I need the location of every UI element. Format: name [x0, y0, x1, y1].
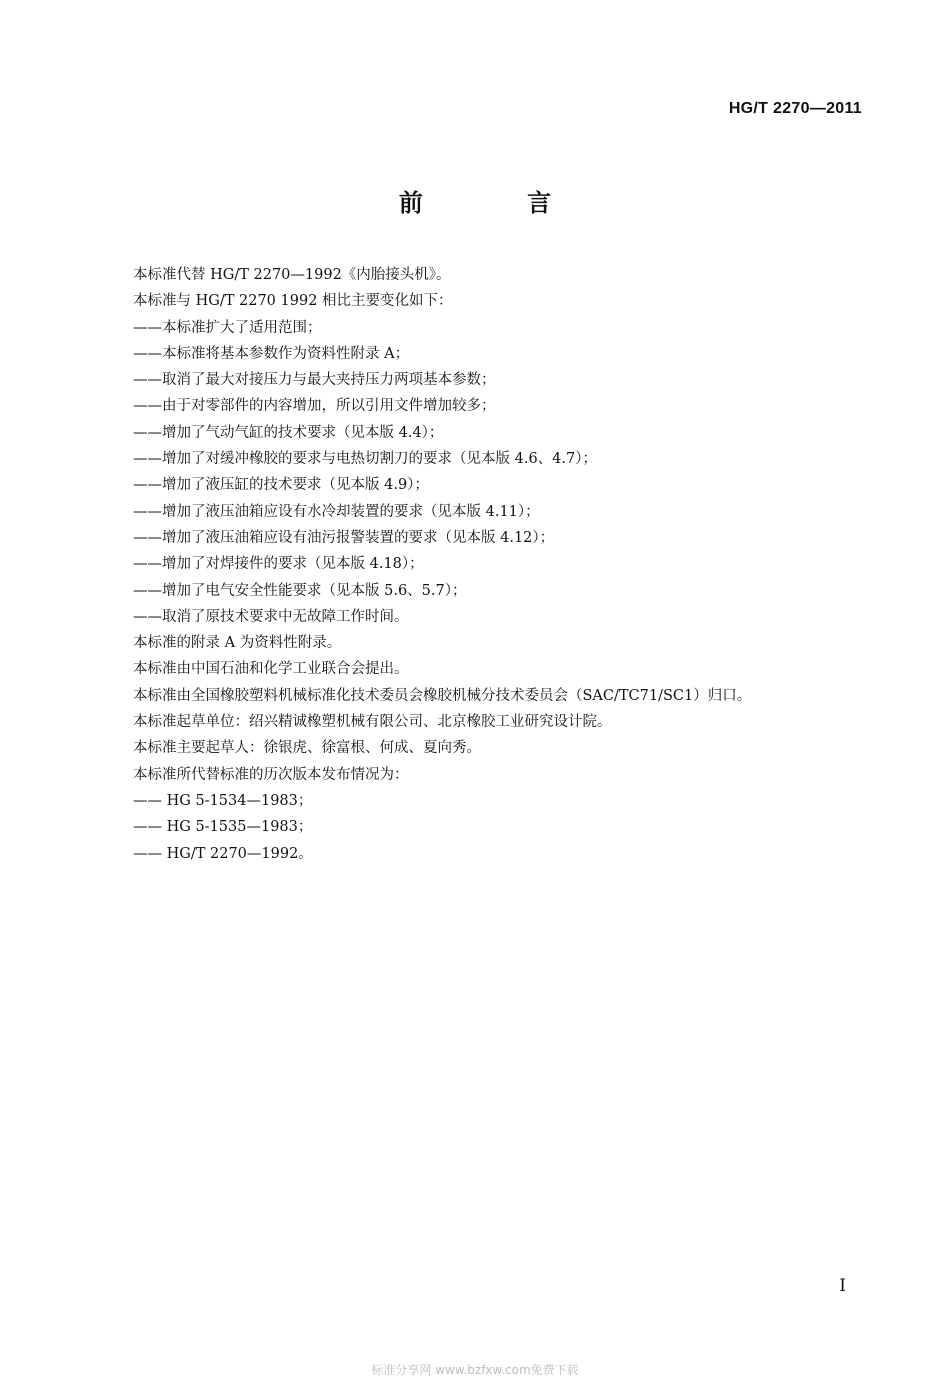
foreword-line: 本标准由中国石油和化学工业联合会提出。 [133, 661, 409, 678]
change-item: ——增加了对缓冲橡胶的要求与电热切割刀的要求（见本版 4.6、4.7）； [133, 451, 597, 468]
foreword-line: 本标准所代替标准的历次版本发布情况为： [133, 766, 409, 783]
change-item: ——增加了液压油箱应设有水冷却装置的要求（见本版 4.11）； [133, 503, 540, 520]
foreword-line: 本标准与 HG/T 2270 1992 相比主要变化如下： [133, 293, 453, 310]
change-item: ——增加了对焊接件的要求（见本版 4.18）； [133, 556, 424, 573]
change-item: ——取消了原技术要求中无故障工作时间。 [133, 608, 409, 625]
change-item: ——增加了电气安全性能要求（见本版 5.6、5.7）； [133, 582, 467, 599]
change-item: ——本标准扩大了适用范围； [133, 319, 322, 336]
version-history-item: —— HG 5-1535—1983； [133, 819, 313, 836]
change-item: ——增加了液压油箱应设有油污报警装置的要求（见本版 4.12）； [133, 529, 555, 546]
foreword-line: 本标准起草单位：绍兴精诚橡塑机械有限公司、北京橡胶工业研究设计院。 [133, 714, 612, 731]
document-code: HG/T 2270—2011 [728, 100, 862, 117]
change-item: ——由于对零部件的内容增加，所以引用文件增加较多； [133, 398, 496, 415]
page-title: 前 言 [398, 189, 600, 217]
page-number: I [839, 1276, 846, 1296]
foreword-line: 本标准代替 HG/T 2270—1992《内胎接头机》。 [133, 267, 451, 283]
foreword-line: 本标准主要起草人：徐银虎、徐富根、何成、夏向秀。 [133, 740, 481, 757]
foreword-line: 本标准由全国橡胶塑料机械标准化技术委员会橡胶机械分技术委员会（SAC/TC71/SC1）归口。 [133, 687, 752, 704]
change-item: ——增加了液压缸的技术要求（见本版 4.9）； [133, 477, 429, 494]
version-history-item: —— HG/T 2270—1992。 [133, 845, 313, 862]
change-item: ——增加了气动气缸的技术要求（见本版 4.4）； [133, 424, 444, 441]
watermark: 标准分享网 www.bzfxw.com免费下载 [371, 1363, 579, 1377]
change-item: ——本标准将基本参数作为资料性附录 A； [133, 345, 410, 362]
change-item: ——取消了最大对接压力与最大夹持压力两项基本参数； [133, 372, 496, 389]
version-history-item: —— HG 5-1534—1983； [133, 792, 313, 809]
foreword-body [133, 262, 873, 867]
foreword-line: 本标准的附录 A 为资料性附录。 [133, 635, 342, 652]
